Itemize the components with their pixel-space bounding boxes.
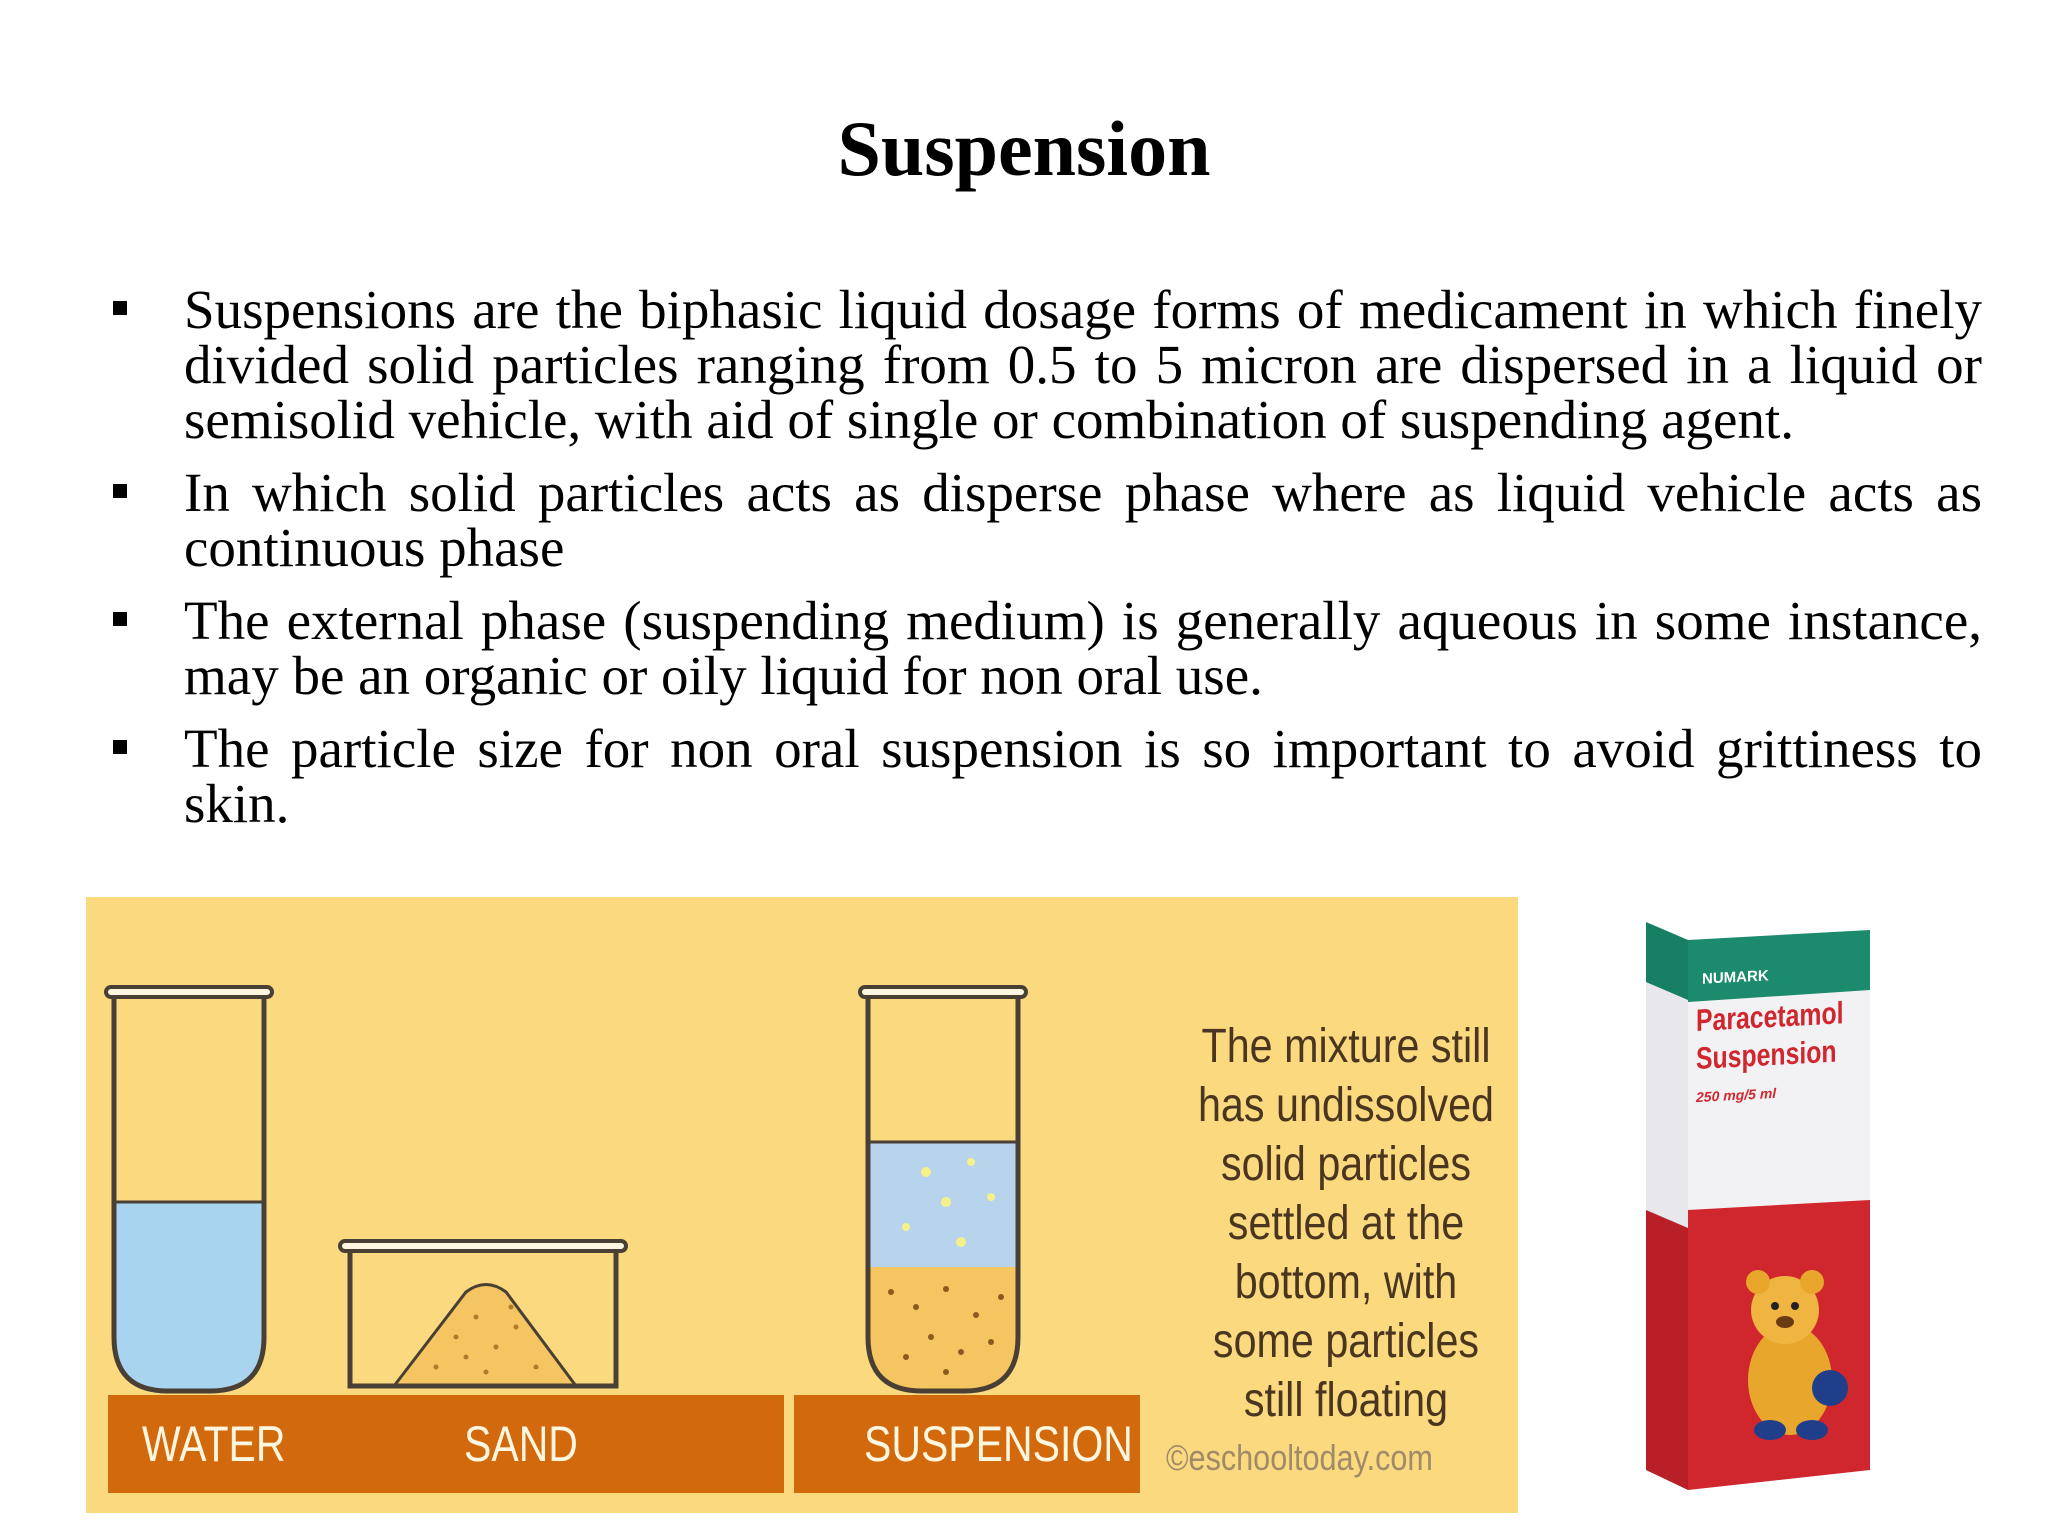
bullet-item (110, 279, 1982, 450)
product-name-line1: Paracetamol (1696, 995, 1844, 1038)
water-test-tube (106, 987, 272, 1391)
product-name-line2: Suspension (1696, 1033, 1837, 1076)
product-brand: NUMARK (1702, 967, 1769, 988)
bullet-item (110, 590, 1982, 706)
bullet-list (110, 279, 1982, 849)
water-label: WATER (142, 1416, 286, 1472)
illustration-caption: The mixture still has undissolved solid particles settled at the bottom, with some particles still floating (1197, 1020, 1495, 1427)
square-bullet-icon (113, 740, 127, 754)
square-bullet-icon (113, 301, 127, 315)
bullet-item (110, 462, 1982, 578)
slide-title: Suspension (837, 105, 1211, 192)
bullet-text: The particle size for non oral suspension is so important to avoid grittiness to skin. (184, 718, 1982, 834)
square-bullet-icon (113, 484, 127, 498)
sand-dish (340, 1241, 626, 1386)
product-strength: 250 mg/5 ml (1696, 1084, 1777, 1106)
bullet-text: In which solid particles acts as disperse phase where as liquid vehicle acts as continuous phase (184, 462, 1982, 578)
bullet-item (110, 718, 1982, 834)
suspension-label: SUSPENSION (864, 1416, 1133, 1472)
bullet-text: Suspensions are the biphasic liquid dosage forms of medicament in which finely divided solid particles ranging from 0.5 to 5 micron are dispersed in a liquid or semisolid vehicle, with aid of single or combination of suspending agent. (184, 279, 1982, 450)
bullet-text: The external phase (suspending medium) is generally aqueous in some instance, may be an organic or oily liquid for non oral use. (184, 590, 1982, 706)
illustration-credit: ©eschooltoday.com (1166, 1437, 1433, 1478)
square-bullet-icon (113, 612, 127, 626)
suspension-test-tube (860, 987, 1026, 1391)
paracetamol-product-box (1630, 910, 1930, 1500)
sand-label: SAND (464, 1416, 578, 1472)
suspension-illustration (86, 897, 1518, 1513)
product-name (1696, 995, 1844, 1078)
